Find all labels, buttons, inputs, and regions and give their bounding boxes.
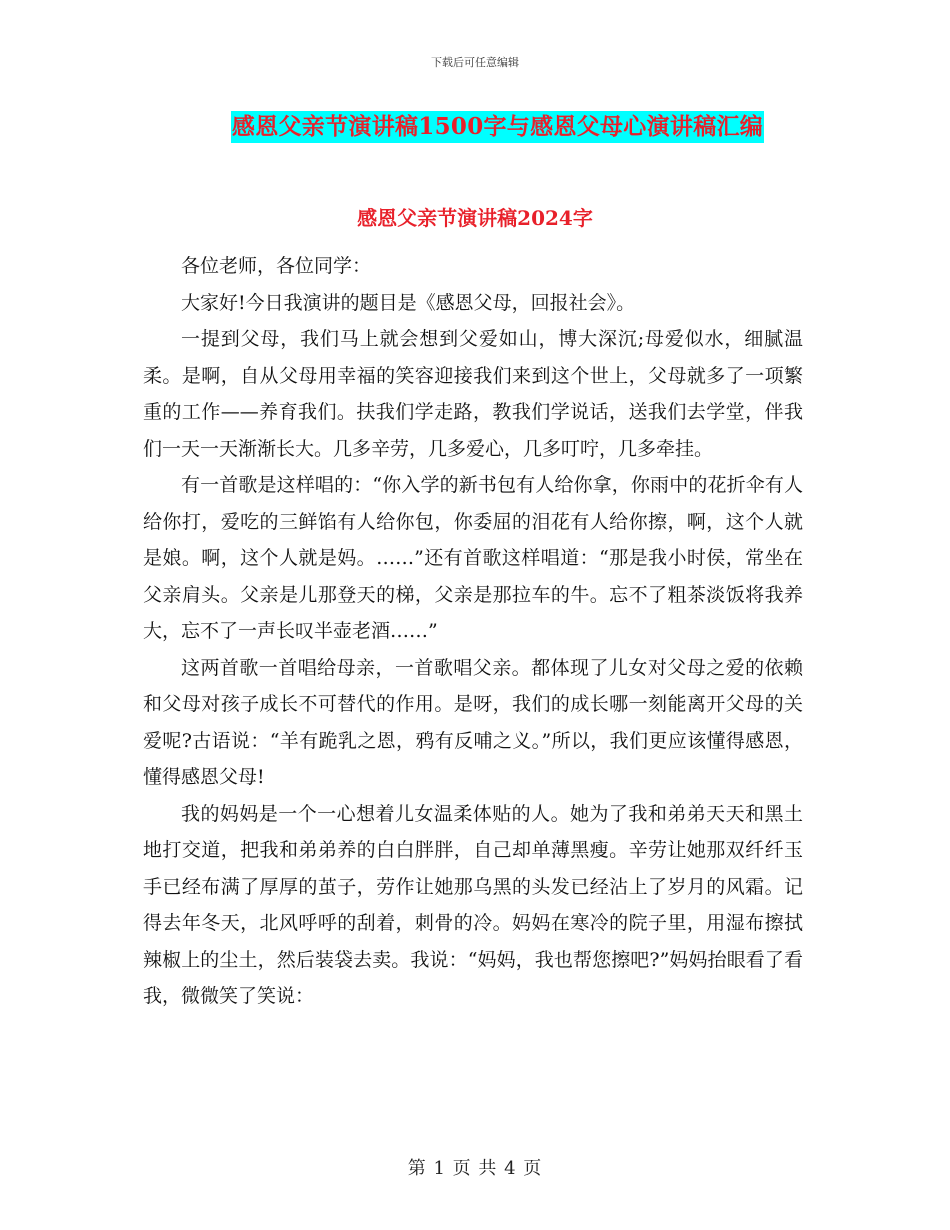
section-title: 感恩父亲节演讲稿2024字 [357,206,593,230]
page-header-note: 下载后可任意编辑 [431,56,519,69]
paragraph: 有一首歌是这样唱的：“你入学的新书包有人给你拿，你雨中的花折伞有人给你打，爱吃的三鲜馅有人给你包，你委屈的泪花有人给你擦，啊，这个人就是娘。啊，这个人就是妈。……”还有首歌这样唱道：“那是我小时侯，常坐在父亲肩头。父亲是儿那登天的梯，父亲是那拉车的牛。忘不了粗茶淡饭将我养大，忘不了一声长叹半壶老酒……” [143,474,803,642]
body-text [143,248,803,1015]
paragraph: 各位老师，各位同学： [181,255,372,277]
paragraph: 我的妈妈是一个一心想着儿女温柔体贴的人。她为了我和弟弟天天和黑土地打交道，把我和弟弟养的白白胖胖，自己却单薄黑瘦。辛劳让她那双纤纤玉手已经布满了厚厚的茧子，劳作让她那乌黑的头发已经沾上了岁月的风霜。记得去年冬天，北风呼呼的刮着，刺骨的冷。妈妈在寒冷的院子里，用湿布擦拭辣椒上的尘土，然后装袋去卖。我说：“妈妈，我也帮您擦吧?”妈妈抬眼看了看我，微微笑了笑说： [143,802,803,1007]
paragraph: 大家好!今日我演讲的题目是《感恩父母，回报社会》。 [181,291,636,314]
paragraph: 一提到父母，我们马上就会想到父爱如山，博大深沉;母爱似水，细腻温柔。是啊，自从父母用幸福的笑容迎接我们来到这个世上，父母就多了一项繁重的工作——养育我们。扶我们学走路，教我们学说话，送我们去学堂，伴我们一天一天渐渐长大。几多辛劳，几多爱心，几多叮咛，几多牵挂。 [143,328,803,460]
document-title: 感恩父亲节演讲稿1500字与感恩父母心演讲稿汇编 [231,111,764,143]
page-footer: 第 1 页 共 4 页 [407,1158,543,1179]
document-title-container [0,111,950,143]
paragraph: 这两首歌一首唱给母亲，一首歌唱父亲。都体现了儿女对父母之爱的依赖和父母对孩子成长不可替代的作用。是呀，我们的成长哪一刻能离开父母的关爱呢?古语说：“羊有跪乳之恩，鸦有反哺之义。”所以，我们更应该懂得感恩，懂得感恩父母! [143,656,803,788]
